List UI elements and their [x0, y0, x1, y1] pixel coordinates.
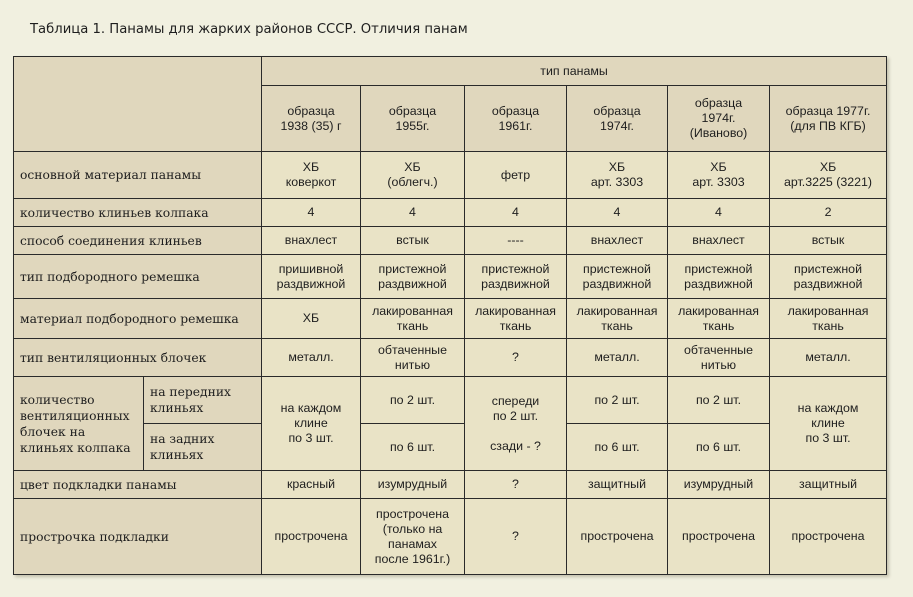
table-row	[14, 227, 887, 255]
table-cell: ----	[465, 227, 567, 255]
table-cell: изумрудный	[668, 471, 770, 499]
panama-comparison-table	[13, 56, 887, 575]
column-header: образца 1961г.	[465, 86, 567, 152]
table-cell: обтаченные нитью	[668, 339, 770, 377]
table-cell: лакированная ткань	[668, 299, 770, 339]
table-cell: лакированная ткань	[770, 299, 887, 339]
table-cell: фетр	[465, 152, 567, 199]
table-cell: ХБ арт. 3303	[668, 152, 770, 199]
table-row	[14, 152, 887, 199]
table-row	[14, 499, 887, 575]
table-cell: защитный	[567, 471, 668, 499]
table-row	[14, 339, 887, 377]
table-cell: по 2 шт.	[361, 377, 465, 424]
table-cell: обтаченные нитью	[361, 339, 465, 377]
table-cell: пристежной раздвижной	[567, 255, 668, 299]
table-row	[14, 424, 887, 471]
table-cell: ХБ	[262, 299, 361, 339]
table-cell: пристежной раздвижной	[668, 255, 770, 299]
table-cell: красный	[262, 471, 361, 499]
table-cell: по 6 шт.	[361, 424, 465, 471]
row-sublabel-back: на задних клиньях	[144, 424, 262, 471]
row-label: способ соединения клиньев	[14, 227, 262, 255]
row-label: тип подбородного ремешка	[14, 255, 262, 299]
table-cell: ХБ арт.3225 (3221)	[770, 152, 887, 199]
table-cell: внахлест	[262, 227, 361, 255]
table-cell: 4	[668, 199, 770, 227]
table-cell: на каждом клине по 3 шт.	[770, 377, 887, 471]
row-sublabel-front: на передних клиньях	[144, 377, 262, 424]
table-cell: внахлест	[567, 227, 668, 255]
table-row	[14, 255, 887, 299]
table-cell: прострочена	[668, 499, 770, 575]
table-cell: 4	[567, 199, 668, 227]
table-cell: 2	[770, 199, 887, 227]
header-corner-cell	[14, 57, 262, 152]
table-cell: лакированная ткань	[361, 299, 465, 339]
table-cell: ХБ арт. 3303	[567, 152, 668, 199]
table-row	[14, 377, 887, 424]
table-row	[14, 471, 887, 499]
table-cell: 4	[262, 199, 361, 227]
table-cell: встык	[361, 227, 465, 255]
table-cell: прострочена (только на панамах после 1961г.)	[361, 499, 465, 575]
table-cell: изумрудный	[361, 471, 465, 499]
table-cell: пристежной раздвижной	[361, 255, 465, 299]
row-label: цвет подкладки панамы	[14, 471, 262, 499]
table-cell: ?	[465, 339, 567, 377]
column-header: образца 1938 (35) г	[262, 86, 361, 152]
row-label: основной материал панамы	[14, 152, 262, 199]
table-cell: металл.	[262, 339, 361, 377]
table-cell: металл.	[770, 339, 887, 377]
table-cell: по 6 шт.	[567, 424, 668, 471]
header-group-title: тип панамы	[262, 57, 887, 86]
table-cell: лакированная ткань	[465, 299, 567, 339]
table-cell: по 6 шт.	[668, 424, 770, 471]
row-label: материал подбородного ремешка	[14, 299, 262, 339]
table-cell: прострочена	[770, 499, 887, 575]
column-header: образца 1955г.	[361, 86, 465, 152]
table-cell: металл.	[567, 339, 668, 377]
table-cell: спереди по 2 шт. сзади - ?	[465, 377, 567, 471]
table-row	[14, 199, 887, 227]
table-caption: Таблица 1. Панамы для жарких районов СССР. Отличия панам	[30, 22, 468, 37]
table-row	[14, 299, 887, 339]
table-cell: по 2 шт.	[567, 377, 668, 424]
table-cell: пристежной раздвижной	[465, 255, 567, 299]
table-cell: ХБ (облегч.)	[361, 152, 465, 199]
table-cell: 4	[465, 199, 567, 227]
table-cell: на каждом клине по 3 шт.	[262, 377, 361, 471]
column-header: образца 1974г. (Иваново)	[668, 86, 770, 152]
table-cell: ХБ коверкот	[262, 152, 361, 199]
column-header: образца 1974г.	[567, 86, 668, 152]
table-cell: лакированная ткань	[567, 299, 668, 339]
table-cell: ?	[465, 471, 567, 499]
table-cell: пришивной раздвижной	[262, 255, 361, 299]
table-cell: ?	[465, 499, 567, 575]
table-cell: прострочена	[262, 499, 361, 575]
table-cell: внахлест	[668, 227, 770, 255]
row-label: количество вентиляционных блочек на клиньях колпака	[14, 377, 144, 471]
table-cell: 4	[361, 199, 465, 227]
table-cell: пристежной раздвижной	[770, 255, 887, 299]
column-header: образца 1977г. (для ПВ КГБ)	[770, 86, 887, 152]
row-label: прострочка подкладки	[14, 499, 262, 575]
table-cell: прострочена	[567, 499, 668, 575]
header-group-row	[14, 57, 887, 86]
row-label: количество клиньев колпака	[14, 199, 262, 227]
table-cell: встык	[770, 227, 887, 255]
table-cell: по 2 шт.	[668, 377, 770, 424]
row-label: тип вентиляционных блочек	[14, 339, 262, 377]
table-cell: защитный	[770, 471, 887, 499]
